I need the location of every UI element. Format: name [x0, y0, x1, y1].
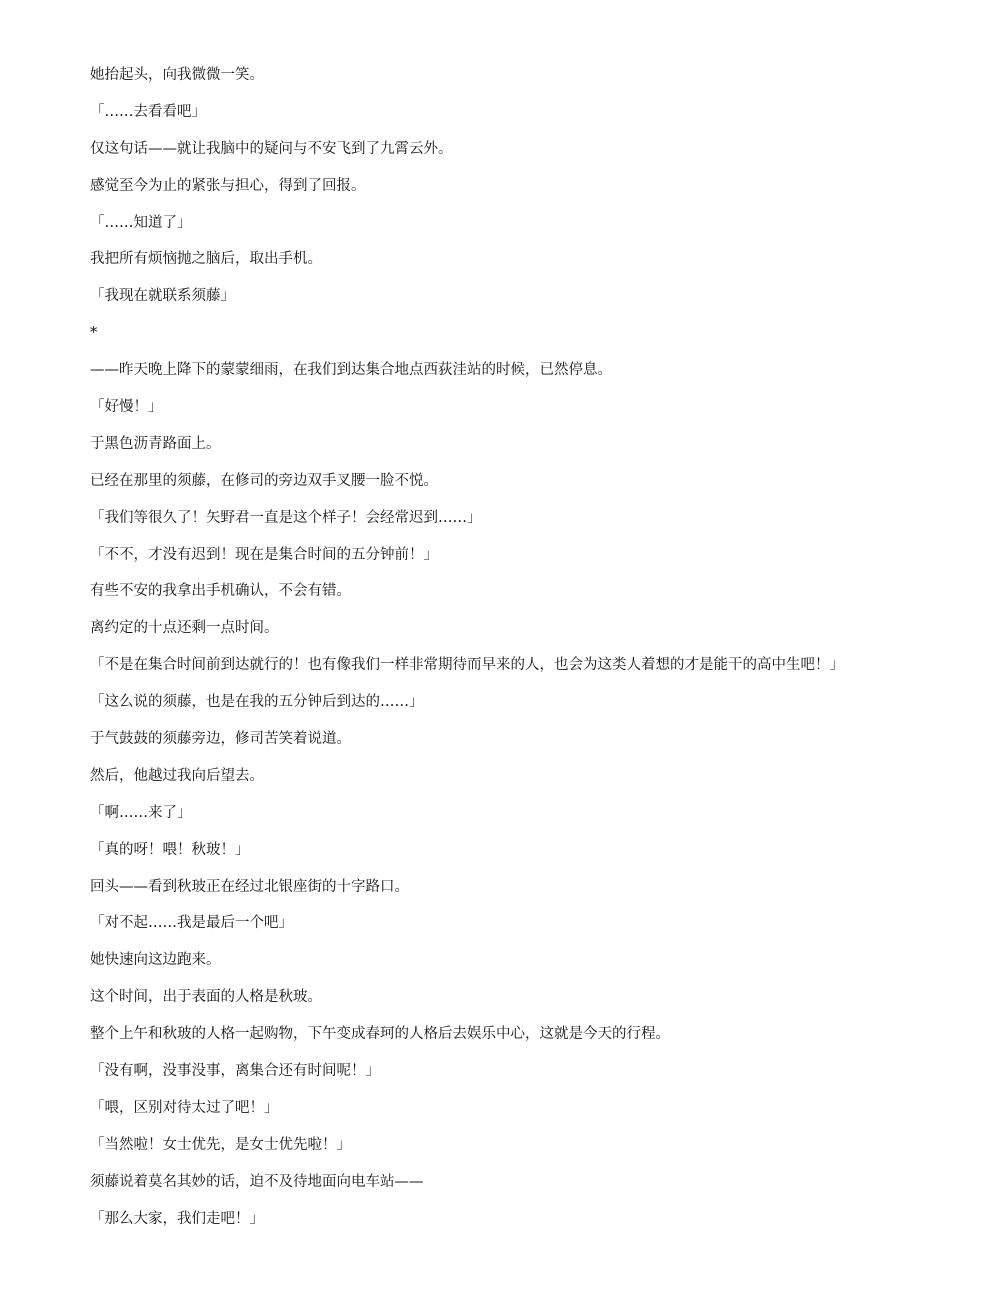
text-line: 「不不，才没有迟到！现在是集合时间的五分钟前！」	[90, 546, 438, 563]
text-line: 感觉至今为止的紧张与担心，得到了回报。	[90, 177, 366, 194]
text-line: 「真的呀！喂！秋玻！」	[90, 841, 250, 858]
text-line: 这个时间，出于表面的人格是秋玻。	[90, 989, 322, 1006]
text-line: 仅这句话——就让我脑中的疑问与不安飞到了九霄云外。	[90, 140, 453, 157]
text-line: 「喂，区别对待太过了吧！」	[90, 1099, 279, 1116]
text-line: 她快速向这边跑来。	[90, 952, 221, 969]
text-line: 「我现在就联系须藤」	[90, 288, 235, 305]
text-line: 于气鼓鼓的须藤旁边，修司苦笑着说道。	[90, 731, 351, 748]
text-line: 「这么说的须藤，也是在我的五分钟后到达的……」	[90, 694, 424, 711]
text-line: 「……知道了」	[90, 214, 192, 231]
text-line: 然后，他越过我向后望去。	[90, 767, 264, 784]
text-line: 「啊……来了」	[90, 804, 192, 821]
text-line: 整个上午和秋玻的人格一起购物，下午变成春珂的人格后去娱乐中心，这就是今天的行程。	[90, 1026, 670, 1043]
text-line: 「那么大家，我们走吧！」	[90, 1210, 264, 1227]
text-line: 于黑色沥青路面上。	[90, 435, 221, 452]
text-line: 「……去看看吧」	[90, 103, 206, 120]
text-line: 须藤说着莫名其妙的话，迫不及待地面向电车站——	[90, 1173, 424, 1190]
text-line: 「不是在集合时间前到达就行的！也有像我们一样非常期待而早来的人，也会为这类人着想的才是能干的高中生吧！」	[90, 657, 844, 674]
text-line: 「我们等很久了！矢野君一直是这个样子！会经常迟到……」	[90, 509, 482, 526]
text-line: 已经在那里的须藤，在修司的旁边双手叉腰一脸不悦。	[90, 472, 438, 489]
text-line: 「好慢！」	[90, 399, 163, 416]
text-line: 离约定的十点还剩一点时间。	[90, 620, 279, 637]
text-line: 「对不起……我是最后一个吧」	[90, 915, 293, 932]
text-line: ——昨天晚上降下的蒙蒙细雨，在我们到达集合地点西荻洼站的时候，已然停息。	[90, 362, 612, 379]
text-line: 「没有啊，没事没事，离集合还有时间呢！」	[90, 1063, 380, 1080]
text-line: 回头——看到秋玻正在经过北银座街的十字路口。	[90, 878, 409, 895]
text-body	[90, 62, 970, 1243]
text-line: 我把所有烦恼抛之脑后，取出手机。	[90, 251, 322, 268]
scene-break: *	[90, 325, 98, 342]
text-line: 「当然啦！女士优先，是女士优先啦！」	[90, 1136, 351, 1153]
text-line: 她抬起头，向我微微一笑。	[90, 67, 264, 83]
text-line: 有些不安的我拿出手机确认，不会有错。	[90, 583, 351, 600]
